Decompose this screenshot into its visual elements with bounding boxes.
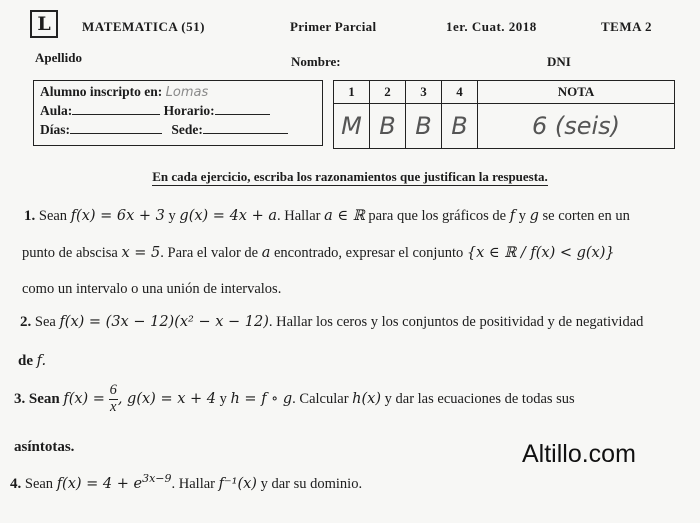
ex3-h-def: h = f ∘ g: [230, 390, 293, 407]
ex2-text: Sea: [34, 314, 56, 330]
ex4-text: y dar su dominio.: [260, 475, 363, 492]
exercise-1-line-1: [24, 208, 630, 225]
ex2-text: . Hallar los ceros y los conjuntos de positividad y de negatividad: [268, 314, 644, 330]
ex3-g-def: , g(x) = x + 4: [117, 390, 216, 407]
dni-label: DNI: [547, 54, 571, 69]
grade-header-nota: NOTA: [478, 81, 675, 104]
exercise-3-line-1: [14, 383, 575, 416]
ex1-a-in-r: a ∈ ℝ: [324, 208, 365, 224]
student-info-box: [33, 80, 323, 146]
grade-value-1: M: [334, 104, 370, 149]
exercise-2-line-1: [20, 314, 643, 331]
exercise-1-line-3: como un intervalo o una unión de intervalos.: [22, 281, 282, 297]
ex1-f: f: [509, 208, 516, 224]
grade-header-2: 2: [370, 81, 406, 104]
ex4-f-inverse: f⁻¹(x): [218, 475, 257, 492]
sede-blank: [203, 122, 288, 134]
ex1-g-def: g(x) = 4x + a: [179, 208, 277, 224]
ex1-text: y: [518, 208, 526, 224]
ex3-text: . Calcular: [292, 390, 349, 407]
grade-value-4: B: [442, 104, 478, 149]
aula-line: [40, 103, 270, 119]
sede-label: Sede:: [171, 122, 203, 137]
ex1-a: a: [261, 245, 271, 261]
subject-title: MATEMATICA (51): [82, 19, 205, 34]
exercise-2-line-2: [18, 353, 46, 370]
horario-blank: [215, 103, 270, 115]
ex4-f-def: f(x) = 4 + e: [56, 475, 143, 492]
exercise-1-number: 1.: [24, 208, 36, 224]
ex1-f-def: f(x) = 6x + 3: [70, 208, 165, 224]
ex1-text: Sean: [38, 208, 68, 224]
instructions: [0, 169, 700, 185]
ex2-text: de: [18, 353, 33, 369]
apellido-label: Apellido: [35, 50, 82, 65]
ex1-text: . Hallar: [276, 208, 321, 224]
ex3-f-lhs: f(x) =: [63, 390, 105, 407]
inscripto-label: Alumno inscripto en:: [40, 84, 163, 99]
ex3-text: y: [219, 390, 227, 407]
grade-value-3: B: [406, 104, 442, 149]
ex1-x5: x = 5: [121, 245, 161, 261]
instructions-text: En cada ejercicio, escriba los razonamientos que justifican la respuesta.: [152, 169, 548, 184]
ex1-text: . Para el valor de: [160, 245, 259, 261]
inscripto-value: Lomas: [165, 85, 209, 100]
ex3-frac-num: 6: [109, 382, 117, 398]
ex3-frac-den: x: [110, 398, 117, 415]
dias-line: [40, 122, 288, 138]
exam-period: 1er. Cuat. 2018: [446, 19, 537, 34]
ex3-text: asíntotas.: [14, 439, 75, 455]
exercise-4-line-1: [10, 472, 362, 493]
ex1-set: {x ∈ ℝ / f(x) < g(x)}: [466, 245, 615, 261]
ex1-text: para que los gráficos de: [368, 208, 507, 224]
ex2-f: f.: [36, 353, 47, 369]
exercise-3-line-2: [14, 439, 74, 456]
exam-title: Primer Parcial: [290, 19, 377, 34]
aula-blank: [72, 103, 160, 115]
grade-header-3: 3: [406, 81, 442, 104]
tema-label: TEMA 2: [601, 19, 653, 34]
grades-header-row: [334, 81, 675, 104]
exercise-3-number: 3.: [14, 390, 26, 407]
ex1-text: punto de abscisa: [22, 245, 118, 261]
inscripto-line: [40, 84, 208, 100]
exercise-1-line-2: [22, 245, 615, 262]
grade-value-nota: 6 (seis): [478, 104, 675, 149]
ex4-text: Sean: [24, 475, 54, 492]
altillo-watermark: Altillo.com: [522, 440, 636, 468]
dias-blank: [70, 122, 162, 134]
tema-letter-box: L: [30, 10, 58, 38]
dias-label: Días:: [40, 122, 70, 137]
exercise-2-number: 2.: [20, 314, 32, 330]
aula-label: Aula:: [40, 103, 73, 118]
grade-header-1: 1: [334, 81, 370, 104]
ex2-f-def: f(x) = (3x − 12)(x² − x − 12): [59, 314, 269, 330]
ex1-g: g: [529, 208, 539, 224]
ex1-text: se corten en un: [542, 208, 630, 224]
grade-header-4: 4: [442, 81, 478, 104]
ex3-text: y dar las ecuaciones de todas sus: [384, 390, 575, 407]
ex4-text: . Hallar: [171, 475, 215, 492]
nombre-label: Nombre:: [291, 54, 341, 69]
grades-table: [333, 80, 675, 149]
ex3-text: Sean: [28, 390, 60, 407]
ex3-hx: h(x): [352, 390, 382, 407]
exercise-4-number: 4.: [10, 475, 22, 492]
ex1-text: y: [168, 208, 176, 224]
ex3-fraction: [109, 383, 118, 416]
horario-label: Horario:: [163, 103, 215, 118]
grades-value-row: [334, 104, 675, 149]
ex1-text: encontrado, expresar el conjunto: [274, 245, 464, 261]
ex4-exponent: 3x−9: [142, 472, 172, 485]
grade-value-2: B: [370, 104, 406, 149]
